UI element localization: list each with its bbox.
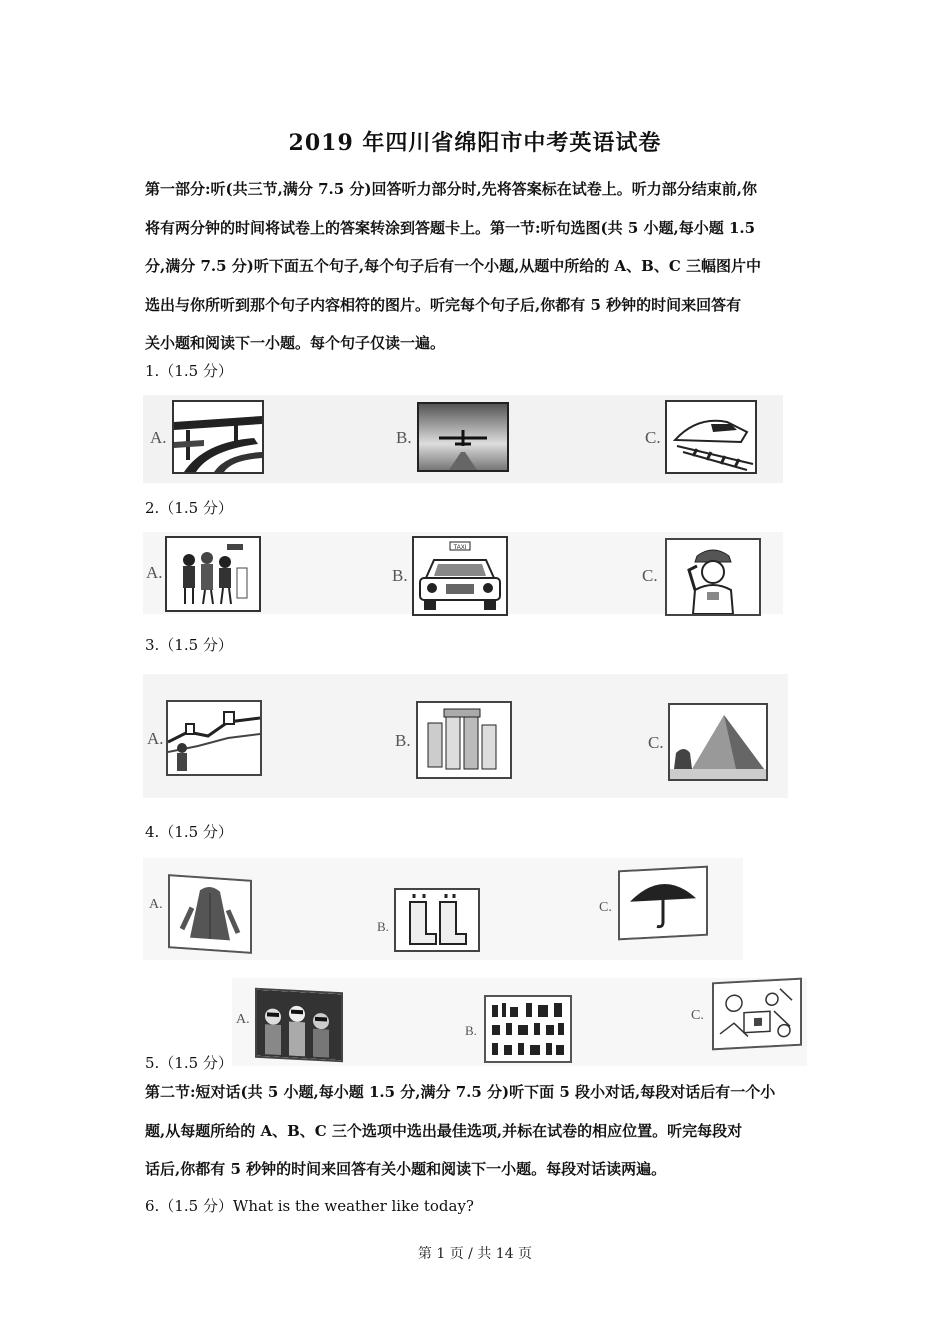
- q3-option-c-letter: C.: [648, 733, 664, 752]
- q5-option-b-picture[interactable]: [484, 995, 572, 1063]
- great-wall-icon: [168, 702, 260, 774]
- q3-option-a-picture[interactable]: [166, 700, 262, 776]
- taxi-icon: [414, 538, 506, 614]
- part2-line: 话后,你都有 5 秒钟的时间来回答有关小题和阅读下一小题。每段对话读两遍。: [145, 1160, 667, 1178]
- overpass-icon: [174, 402, 262, 472]
- q1-option-c-picture[interactable]: [665, 400, 757, 474]
- q2-option-c-letter: C.: [642, 566, 658, 585]
- q1-option-c-letter: C.: [645, 428, 661, 447]
- q3-option-c-picture[interactable]: [668, 703, 768, 781]
- q4-option-c-letter: C.: [599, 900, 612, 915]
- q2-option-a-letter: A.: [146, 563, 163, 582]
- q1-option-a-letter: A.: [150, 428, 167, 447]
- q2-option-b-letter: B.: [392, 566, 408, 585]
- part1-line: 关小题和阅读下一小题。每个句子仅读一遍。: [145, 334, 446, 352]
- pyramid-sphinx-icon: [670, 705, 766, 779]
- part1-line: 选出与你所听到那个句子内容相符的图片。听完每个句子后,你都有 5 秒钟的时间来回答有: [145, 295, 742, 314]
- part1-line: 将有两分钟的时间将试卷上的答案转涂到答题卡上。第一节:听句选图(共 5 小题,每小题 1.5: [145, 218, 756, 237]
- airplane-icon: [419, 404, 507, 470]
- part2-line: 题,从每题所给的 A、B、C 三个选项中选出最佳选项,并标在试卷的相应位置。听完每段对: [145, 1121, 743, 1140]
- part1-line: 第一部分:听(共三节,满分 7.5 分)回答听力部分时,先将答案标在试卷上。听力部分结束前,你: [145, 180, 757, 198]
- part2-line: 第二节:短对话(共 5 小题,每小题 1.5 分,满分 7.5 分)听下面 5 段小对话,每段对话后有一个小: [145, 1083, 776, 1101]
- q4-option-a-picture[interactable]: [168, 874, 252, 954]
- train-icon: [667, 402, 755, 472]
- page-footer: 第 1 页 / 共 14 页: [417, 1246, 533, 1262]
- question-4-label: 4.（1.5 分）: [145, 823, 233, 841]
- q5-option-c-picture[interactable]: [712, 978, 802, 1051]
- question-1-label: 1.（1.5 分）: [145, 362, 233, 380]
- question-2-label: 2.（1.5 分）: [145, 499, 233, 517]
- q5-option-a-picture[interactable]: [255, 988, 343, 1063]
- q3-option-b-letter: B.: [395, 731, 411, 750]
- part1-instructions: [145, 170, 810, 363]
- rain-boots-icon: [396, 890, 478, 950]
- question-5-label: 5.（1.5 分）: [145, 1054, 233, 1072]
- q5-option-a-letter: A.: [236, 1012, 250, 1027]
- q3-option-a-letter: A.: [147, 729, 164, 748]
- workshop-sketch-icon: [714, 980, 800, 1049]
- q2-option-b-picture[interactable]: [412, 536, 508, 616]
- raincoat-icon: [170, 876, 250, 952]
- q3-option-b-picture[interactable]: [416, 701, 512, 779]
- taxi-sign-text: TAXI: [453, 545, 467, 551]
- page-title: 2019 年四川省绵阳市中考英语试卷: [288, 130, 662, 156]
- question-6-label: 6.（1.5 分）What is the weather like today?: [145, 1197, 474, 1215]
- q2-option-c-picture[interactable]: [665, 538, 761, 616]
- stonehenge-icon: [418, 703, 510, 777]
- q4-option-c-picture[interactable]: [618, 866, 708, 941]
- q4-option-a-letter: A.: [149, 897, 163, 912]
- q2-option-a-picture[interactable]: [165, 536, 261, 612]
- q1-option-b-picture[interactable]: [417, 402, 509, 472]
- part2-instructions: [145, 1073, 810, 1189]
- question-3-label: 3.（1.5 分）: [145, 636, 233, 654]
- q1-option-b-letter: B.: [396, 428, 412, 447]
- umbrella-icon: [620, 868, 706, 939]
- q5-option-c-letter: C.: [691, 1008, 704, 1023]
- q1-option-a-picture[interactable]: [172, 400, 264, 474]
- q5-option-b-letter: B.: [465, 1023, 477, 1038]
- policeman-icon: [667, 540, 759, 614]
- cinema-audience-icon: [257, 990, 341, 1060]
- q4-option-b-letter: B.: [377, 919, 389, 934]
- people-waiting-icon: [167, 538, 259, 610]
- sports-icons-icon: [486, 997, 570, 1061]
- part1-line: 分,满分 7.5 分)听下面五个句子,每个句子后有一个小题,从题中所给的 A、B、C 三幅图片中: [145, 257, 762, 275]
- q4-option-b-picture[interactable]: [394, 888, 480, 952]
